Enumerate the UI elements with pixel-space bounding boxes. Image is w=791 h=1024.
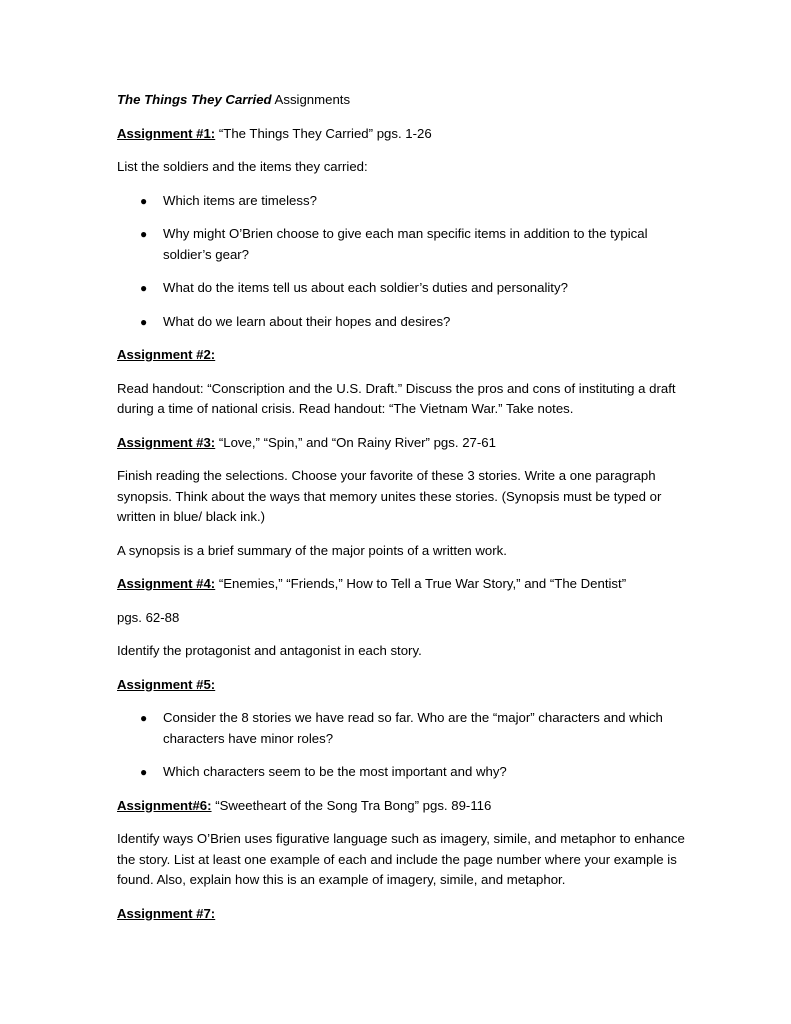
list-item-text: Consider the 8 stories we have read so far. Who are the “major” characters and which characters have minor roles? (163, 710, 663, 746)
assignment-1-intro: List the soldiers and the items they carried: (117, 159, 368, 174)
assignment-6-title: “Sweetheart of the Song Tra Bong” pgs. 89-116 (211, 797, 492, 813)
list-item-text: Why might O’Brien choose to give each man specific items in addition to the typical soldier’s gear? (163, 226, 648, 262)
bullet-icon: ● (140, 765, 148, 779)
assignment-2-heading: Assignment #2: (117, 347, 216, 362)
document-page (117, 90, 697, 937)
assignment-6-heading-line (117, 796, 697, 817)
assignment-3-heading-line (117, 433, 697, 454)
list-item (117, 191, 697, 212)
assignment-1-heading: Assignment #1: (117, 125, 216, 141)
list-item-text: What do the items tell us about each soldier’s duties and personality? (163, 280, 568, 295)
assignment-3-note: A synopsis is a brief summary of the major points of a written work. (117, 542, 507, 558)
assignment-3-heading: Assignment #3: (117, 434, 216, 450)
list-item-text: Which characters seem to be the most important and why? (163, 764, 507, 779)
bullet-icon: ● (140, 227, 148, 241)
assignment-5-heading-line (117, 675, 697, 696)
list-item (117, 762, 697, 783)
bullet-icon: ● (140, 314, 148, 329)
list-item (117, 312, 697, 333)
list-item-text: Which items are timeless? (163, 192, 317, 208)
assignment-4-pages: pgs. 62-88 (117, 609, 180, 625)
assignment-2-heading-line (117, 345, 697, 366)
bullet-icon: ● (140, 193, 148, 208)
assignment-4-heading: Assignment #4: (117, 576, 216, 591)
assignment-7-heading-line (117, 904, 697, 925)
book-title: The Things They Carried (117, 92, 272, 107)
list-item (117, 278, 697, 299)
assignment-3-title: “Love,” “Spin,” and “On Rainy River” pgs. 27-61 (215, 434, 496, 450)
assignment-6-body: Identify ways O’Brien uses figurative language such as imagery, simile, and metaphor to enhance the story. List at least one example of each and include the page number where your example is found. Also, explain how this is an example of imagery, simile, and metaphor. (117, 831, 685, 887)
assignment-4-body: Identify the protagonist and antagonist in each story. (117, 643, 422, 658)
title-suffix: Assignments (271, 92, 351, 107)
assignment-2-body: Read handout: “Conscription and the U.S. Draft.” Discuss the pros and cons of instituting a draft during a time of national crisis. Read handout: “The Vietnam War.” Take notes. (117, 380, 676, 416)
assignment-5-question-list (117, 708, 697, 783)
assignment-3-body: Finish reading the selections. Choose your favorite of these 3 stories. Write a one paragraph synopsis. Think about the ways that memory unites these stories. (Synopsis must be typed or written in blue/ black ink.) (117, 468, 662, 524)
assignment-7-heading: Assignment #7: (117, 905, 216, 921)
assignment-4-heading-line (117, 574, 697, 595)
document-title (117, 90, 697, 111)
assignment-5-heading: Assignment #5: (117, 676, 216, 692)
list-item (117, 708, 697, 749)
bullet-icon: ● (140, 281, 148, 295)
assignment-1-title: “The Things They Carried” pgs. 1-26 (215, 125, 432, 141)
list-item-text: What do we learn about their hopes and desires? (163, 313, 451, 329)
assignment-1-heading-line (117, 124, 697, 145)
list-item (117, 224, 697, 265)
assignment-6-heading: Assignment#6: (117, 797, 212, 813)
assignment-1-question-list (117, 191, 697, 333)
assignment-4-title: “Enemies,” “Friends,” How to Tell a True War Story,” and “The Dentist” (215, 576, 627, 591)
bullet-icon: ● (140, 711, 148, 725)
